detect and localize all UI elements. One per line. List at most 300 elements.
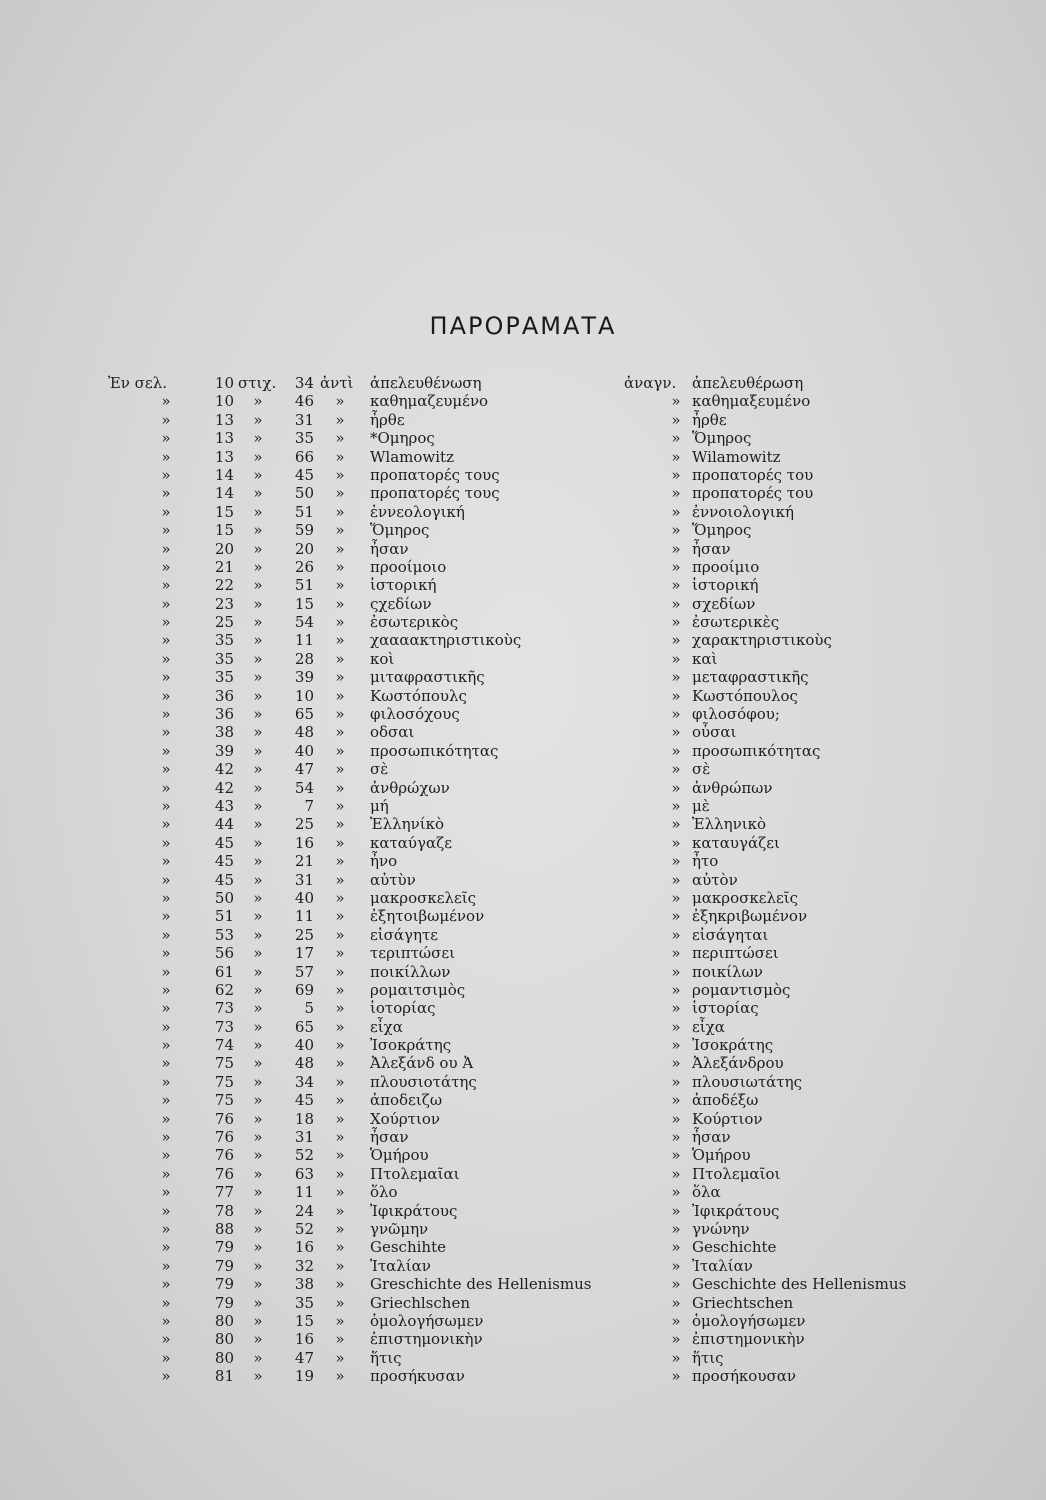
errata-row bbox=[0, 779, 1046, 797]
ditto-mark: » bbox=[253, 870, 263, 889]
ditto-mark: » bbox=[253, 1256, 263, 1275]
errata-row bbox=[0, 1183, 1046, 1201]
ditto-mark: » bbox=[253, 1128, 263, 1147]
ditto-mark: » bbox=[161, 613, 171, 632]
wrong-text: Griechlschen bbox=[370, 1293, 470, 1312]
wrong-text: γνῶμην bbox=[370, 1219, 429, 1238]
correct-text: Geschichte des Hellenismus bbox=[692, 1275, 907, 1294]
errata-list bbox=[0, 374, 1046, 1385]
correct-text: καθημαξευμένο bbox=[692, 392, 811, 411]
errata-row bbox=[0, 834, 1046, 852]
wrong-text: ἀνθρώχων bbox=[370, 778, 450, 797]
wrong-text: Ἑλληνίκὸ bbox=[370, 815, 445, 834]
page-number: 56 bbox=[214, 944, 234, 963]
errata-row bbox=[0, 981, 1046, 999]
correct-text: Ἰταλίαν bbox=[692, 1256, 753, 1275]
ditto-mark: » bbox=[253, 760, 263, 779]
ditto-mark: » bbox=[671, 1183, 681, 1202]
ditto-mark: » bbox=[335, 1091, 345, 1110]
correct-text: χαρακτηριστικοὺς bbox=[692, 631, 832, 650]
correct-text: αὐτὸν bbox=[692, 870, 738, 889]
page-number: 45 bbox=[214, 852, 234, 871]
ditto-mark: » bbox=[253, 1183, 263, 1202]
errata-row bbox=[0, 1165, 1046, 1183]
ditto-mark: » bbox=[335, 980, 345, 999]
wrong-text: ἐσωτερικὸς bbox=[370, 613, 459, 632]
wrong-text: προσήκυσαν bbox=[370, 1367, 465, 1386]
ditto-mark: » bbox=[671, 668, 681, 687]
ditto-mark: » bbox=[671, 1348, 681, 1367]
ditto-mark: » bbox=[161, 1164, 171, 1183]
label-en-sel: Ἐν σελ. bbox=[108, 374, 167, 392]
ditto-mark: » bbox=[161, 1091, 171, 1110]
ditto-mark: » bbox=[671, 944, 681, 963]
ditto-mark: » bbox=[161, 1293, 171, 1312]
ditto-mark: » bbox=[253, 392, 263, 411]
line-number: 11 bbox=[294, 631, 314, 650]
ditto-mark: » bbox=[253, 1275, 263, 1294]
correct-text: μὲ bbox=[692, 796, 710, 815]
line-number: 15 bbox=[294, 1311, 314, 1330]
errata-row bbox=[0, 1294, 1046, 1312]
page-number: 42 bbox=[214, 760, 234, 779]
ditto-mark: » bbox=[161, 410, 171, 429]
ditto-mark: » bbox=[671, 705, 681, 724]
correct-text: ἦτο bbox=[692, 852, 719, 871]
ditto-mark: » bbox=[161, 429, 171, 448]
errata-row bbox=[0, 742, 1046, 760]
ditto-mark: » bbox=[253, 1164, 263, 1183]
page-number: 10 bbox=[214, 374, 234, 392]
page-number: 73 bbox=[214, 999, 234, 1018]
correct-text: Ὅμηρος bbox=[692, 521, 752, 540]
correct-text: Ἰφικράτους bbox=[692, 1201, 780, 1220]
ditto-mark: » bbox=[253, 1072, 263, 1091]
label-stix: στιχ. bbox=[238, 374, 277, 392]
page-number: 44 bbox=[214, 815, 234, 834]
line-number: 24 bbox=[294, 1201, 314, 1220]
correct-text: ποικίλων bbox=[692, 962, 763, 981]
label-anagn: ἀναγν. bbox=[624, 374, 677, 392]
ditto-mark: » bbox=[671, 613, 681, 632]
ditto-mark: » bbox=[161, 1238, 171, 1257]
line-number: 19 bbox=[294, 1367, 314, 1386]
ditto-mark: » bbox=[253, 1036, 263, 1055]
errata-row bbox=[0, 1312, 1046, 1330]
errata-row bbox=[0, 484, 1046, 502]
page-number: 80 bbox=[214, 1330, 234, 1349]
ditto-mark: » bbox=[671, 962, 681, 981]
ditto-mark: » bbox=[161, 1054, 171, 1073]
line-number: 17 bbox=[294, 944, 314, 963]
ditto-mark: » bbox=[335, 631, 345, 650]
wrong-text: αὐτὺν bbox=[370, 870, 416, 889]
wrong-text: ἱοτορίας bbox=[370, 999, 436, 1018]
ditto-mark: » bbox=[335, 594, 345, 613]
ditto-mark: » bbox=[161, 484, 171, 503]
wrong-text: προοίμοιο bbox=[370, 557, 447, 576]
page-number: 88 bbox=[214, 1219, 234, 1238]
ditto-mark: » bbox=[253, 723, 263, 742]
line-number: 63 bbox=[294, 1164, 314, 1183]
ditto-mark: » bbox=[671, 1109, 681, 1128]
errata-row bbox=[0, 1367, 1046, 1385]
ditto-mark: » bbox=[161, 1109, 171, 1128]
ditto-mark: » bbox=[671, 410, 681, 429]
wrong-text: μιταφραστικῆς bbox=[370, 668, 485, 687]
wrong-text: Greschichte des Hellenismus bbox=[370, 1275, 592, 1294]
correct-text: ὅλα bbox=[692, 1183, 721, 1202]
ditto-mark: » bbox=[671, 1219, 681, 1238]
ditto-mark: » bbox=[161, 557, 171, 576]
ditto-mark: » bbox=[335, 815, 345, 834]
wrong-text: Wlamowitz bbox=[370, 447, 454, 466]
ditto-mark: » bbox=[335, 1109, 345, 1128]
ditto-mark: » bbox=[335, 1330, 345, 1349]
errata-row bbox=[0, 889, 1046, 907]
ditto-mark: » bbox=[253, 1054, 263, 1073]
line-number: 11 bbox=[294, 1183, 314, 1202]
ditto-mark: » bbox=[161, 1072, 171, 1091]
ditto-mark: » bbox=[671, 760, 681, 779]
wrong-text: φιλοσόχους bbox=[370, 705, 460, 724]
ditto-mark: » bbox=[253, 852, 263, 871]
line-number: 16 bbox=[294, 1330, 314, 1349]
page-number: 21 bbox=[214, 557, 234, 576]
correct-text: ἐννοιολογική bbox=[692, 502, 794, 521]
ditto-mark: » bbox=[253, 1109, 263, 1128]
ditto-mark: » bbox=[161, 833, 171, 852]
ditto-mark: » bbox=[253, 447, 263, 466]
errata-row bbox=[0, 1073, 1046, 1091]
ditto-mark: » bbox=[161, 1146, 171, 1165]
line-number: 69 bbox=[294, 980, 314, 999]
ditto-mark: » bbox=[671, 1201, 681, 1220]
correct-text: μακροσκελεῖς bbox=[692, 888, 799, 907]
ditto-mark: » bbox=[335, 852, 345, 871]
line-number: 18 bbox=[294, 1109, 314, 1128]
ditto-mark: » bbox=[161, 705, 171, 724]
errata-row bbox=[0, 687, 1046, 705]
errata-row bbox=[0, 1349, 1046, 1367]
line-number: 25 bbox=[294, 925, 314, 944]
ditto-mark: » bbox=[161, 1367, 171, 1386]
ditto-mark: » bbox=[335, 962, 345, 981]
line-number: 48 bbox=[294, 1054, 314, 1073]
ditto-mark: » bbox=[253, 796, 263, 815]
ditto-mark: » bbox=[161, 962, 171, 981]
correct-text: προπατορές του bbox=[692, 484, 814, 503]
wrong-text: ἐξητοιβωμένον bbox=[370, 907, 485, 926]
line-number: 10 bbox=[294, 686, 314, 705]
ditto-mark: » bbox=[335, 1036, 345, 1055]
line-number: 59 bbox=[294, 521, 314, 540]
ditto-mark: » bbox=[335, 392, 345, 411]
page-number: 76 bbox=[214, 1164, 234, 1183]
ditto-mark: » bbox=[671, 870, 681, 889]
page-number: 78 bbox=[214, 1201, 234, 1220]
ditto-mark: » bbox=[161, 502, 171, 521]
ditto-mark: » bbox=[161, 1348, 171, 1367]
page-number: 81 bbox=[214, 1367, 234, 1386]
ditto-mark: » bbox=[335, 796, 345, 815]
correct-text: γνώνην bbox=[692, 1219, 750, 1238]
ditto-mark: » bbox=[161, 925, 171, 944]
ditto-mark: » bbox=[671, 1128, 681, 1147]
ditto-mark: » bbox=[671, 1275, 681, 1294]
ditto-mark: » bbox=[253, 944, 263, 963]
ditto-mark: » bbox=[671, 1036, 681, 1055]
ditto-mark: » bbox=[161, 1256, 171, 1275]
wrong-text: καταύγαζε bbox=[370, 833, 453, 852]
ditto-mark: » bbox=[161, 907, 171, 926]
line-number: 16 bbox=[294, 1238, 314, 1257]
line-number: 46 bbox=[294, 392, 314, 411]
line-number: 65 bbox=[294, 705, 314, 724]
ditto-mark: » bbox=[253, 1201, 263, 1220]
page-number: 23 bbox=[214, 594, 234, 613]
ditto-mark: » bbox=[335, 1128, 345, 1147]
line-number: 52 bbox=[294, 1146, 314, 1165]
ditto-mark: » bbox=[335, 870, 345, 889]
label-anti: ἀντὶ bbox=[320, 374, 354, 392]
ditto-mark: » bbox=[671, 888, 681, 907]
line-number: 57 bbox=[294, 962, 314, 981]
ditto-mark: » bbox=[253, 668, 263, 687]
ditto-mark: » bbox=[161, 1330, 171, 1349]
line-number: 45 bbox=[294, 1091, 314, 1110]
ditto-mark: » bbox=[253, 594, 263, 613]
ditto-mark: » bbox=[253, 521, 263, 540]
page-number: 13 bbox=[214, 429, 234, 448]
ditto-mark: » bbox=[161, 980, 171, 999]
errata-row bbox=[0, 1238, 1046, 1256]
ditto-mark: » bbox=[335, 668, 345, 687]
ditto-mark: » bbox=[161, 741, 171, 760]
correct-text: σχεδίων bbox=[692, 594, 756, 613]
ditto-mark: » bbox=[671, 447, 681, 466]
errata-row bbox=[0, 852, 1046, 870]
wrong-text: μακροσκελεῖς bbox=[370, 888, 477, 907]
wrong-text: εἰσάγητε bbox=[370, 925, 439, 944]
ditto-mark: » bbox=[161, 1183, 171, 1202]
ditto-mark: » bbox=[253, 1219, 263, 1238]
wrong-text: Ἀλεξάνδ ου Ἀ bbox=[370, 1054, 474, 1073]
page-number: 42 bbox=[214, 778, 234, 797]
line-number: 54 bbox=[294, 613, 314, 632]
ditto-mark: » bbox=[161, 888, 171, 907]
ditto-mark: » bbox=[335, 576, 345, 595]
ditto-mark: » bbox=[671, 815, 681, 834]
line-number: 25 bbox=[294, 815, 314, 834]
page-number: 13 bbox=[214, 410, 234, 429]
ditto-mark: » bbox=[671, 686, 681, 705]
line-number: 52 bbox=[294, 1219, 314, 1238]
ditto-mark: » bbox=[671, 796, 681, 815]
ditto-mark: » bbox=[253, 1238, 263, 1257]
wrong-text: ποικίλλων bbox=[370, 962, 451, 981]
ditto-mark: » bbox=[161, 1017, 171, 1036]
errata-row bbox=[0, 963, 1046, 981]
ditto-mark: » bbox=[253, 1017, 263, 1036]
ditto-mark: » bbox=[335, 484, 345, 503]
correct-text: Wilamowitz bbox=[692, 447, 781, 466]
line-number: 7 bbox=[304, 796, 314, 815]
page-number: 79 bbox=[214, 1256, 234, 1275]
wrong-text: Ἰσοκράτης bbox=[370, 1036, 452, 1055]
errata-row bbox=[0, 466, 1046, 484]
ditto-mark: » bbox=[253, 833, 263, 852]
ditto-mark: » bbox=[335, 1311, 345, 1330]
ditto-mark: » bbox=[253, 778, 263, 797]
errata-row bbox=[0, 1257, 1046, 1275]
ditto-mark: » bbox=[161, 576, 171, 595]
correct-text: σὲ bbox=[692, 760, 711, 779]
line-number: 21 bbox=[294, 852, 314, 871]
line-number: 20 bbox=[294, 539, 314, 558]
ditto-mark: » bbox=[671, 723, 681, 742]
ditto-mark: » bbox=[161, 668, 171, 687]
wrong-text: καθημαζευμένο bbox=[370, 392, 489, 411]
ditto-mark: » bbox=[671, 833, 681, 852]
page-number: 76 bbox=[214, 1109, 234, 1128]
wrong-text: κοὶ bbox=[370, 649, 395, 668]
ditto-mark: » bbox=[253, 888, 263, 907]
errata-row bbox=[0, 576, 1046, 594]
line-number: 28 bbox=[294, 649, 314, 668]
correct-text: φιλοσόφου; bbox=[692, 705, 780, 724]
wrong-text: ἀποδειζω bbox=[370, 1091, 443, 1110]
wrong-text: ςχεδίων bbox=[370, 594, 432, 613]
errata-row bbox=[0, 503, 1046, 521]
correct-text: καὶ bbox=[692, 649, 718, 668]
page-number: 36 bbox=[214, 686, 234, 705]
line-number: 38 bbox=[294, 1275, 314, 1294]
wrong-text: μή bbox=[370, 796, 389, 815]
ditto-mark: » bbox=[335, 833, 345, 852]
ditto-mark: » bbox=[335, 465, 345, 484]
ditto-mark: » bbox=[671, 576, 681, 595]
ditto-mark: » bbox=[671, 1146, 681, 1165]
ditto-mark: » bbox=[671, 1238, 681, 1257]
ditto-mark: » bbox=[671, 1311, 681, 1330]
correct-text: καταυγάζει bbox=[692, 833, 780, 852]
page-number: 38 bbox=[214, 723, 234, 742]
correct-text: Ἀλεξάνδρου bbox=[692, 1054, 784, 1073]
page-number: 25 bbox=[214, 613, 234, 632]
ditto-mark: » bbox=[253, 1367, 263, 1386]
ditto-mark: » bbox=[253, 999, 263, 1018]
ditto-mark: » bbox=[335, 778, 345, 797]
ditto-mark: » bbox=[335, 447, 345, 466]
page-number: 20 bbox=[214, 539, 234, 558]
errata-row bbox=[0, 668, 1046, 686]
correct-text: περιπτώσει bbox=[692, 944, 779, 963]
wrong-text: ἦσαν bbox=[370, 1128, 409, 1147]
errata-row bbox=[0, 1110, 1046, 1128]
ditto-mark: » bbox=[335, 723, 345, 742]
line-number: 47 bbox=[294, 760, 314, 779]
ditto-mark: » bbox=[671, 925, 681, 944]
ditto-mark: » bbox=[335, 410, 345, 429]
ditto-mark: » bbox=[671, 741, 681, 760]
wrong-text: τεριπτώσει bbox=[370, 944, 456, 963]
errata-row bbox=[0, 1054, 1046, 1072]
errata-row bbox=[0, 650, 1046, 668]
ditto-mark: » bbox=[161, 465, 171, 484]
page-title: ΠΑΡΟΡΑΜΑΤΑ bbox=[429, 312, 617, 340]
errata-row bbox=[0, 999, 1046, 1017]
page-number: 74 bbox=[214, 1036, 234, 1055]
line-number: 16 bbox=[294, 833, 314, 852]
ditto-mark: » bbox=[253, 815, 263, 834]
correct-text: ἐσωτερικὲς bbox=[692, 613, 780, 632]
ditto-mark: » bbox=[335, 1146, 345, 1165]
line-number: 34 bbox=[294, 1072, 314, 1091]
errata-row bbox=[0, 613, 1046, 631]
line-number: 48 bbox=[294, 723, 314, 742]
ditto-mark: » bbox=[671, 465, 681, 484]
ditto-mark: » bbox=[253, 1293, 263, 1312]
ditto-mark: » bbox=[161, 778, 171, 797]
line-number: 5 bbox=[304, 999, 314, 1018]
errata-row bbox=[0, 595, 1046, 613]
ditto-mark: » bbox=[335, 705, 345, 724]
ditto-mark: » bbox=[671, 484, 681, 503]
wrong-text: *Ομηρος bbox=[370, 429, 435, 448]
ditto-mark: » bbox=[161, 1201, 171, 1220]
ditto-mark: » bbox=[161, 392, 171, 411]
ditto-mark: » bbox=[253, 980, 263, 999]
ditto-mark: » bbox=[161, 870, 171, 889]
errata-row bbox=[0, 374, 1046, 392]
wrong-text: Ἰταλίαν bbox=[370, 1256, 431, 1275]
ditto-mark: » bbox=[161, 594, 171, 613]
page-number: 10 bbox=[214, 392, 234, 411]
ditto-mark: » bbox=[671, 778, 681, 797]
errata-row bbox=[0, 521, 1046, 539]
ditto-mark: » bbox=[161, 1128, 171, 1147]
ditto-mark: » bbox=[671, 539, 681, 558]
correct-text: προπατορές του bbox=[692, 465, 814, 484]
ditto-mark: » bbox=[335, 521, 345, 540]
page-number: 75 bbox=[214, 1072, 234, 1091]
ditto-mark: » bbox=[671, 980, 681, 999]
correct-text: Geschichte bbox=[692, 1238, 777, 1257]
ditto-mark: » bbox=[671, 1367, 681, 1386]
ditto-mark: » bbox=[253, 705, 263, 724]
errata-row bbox=[0, 1220, 1046, 1238]
line-number: 66 bbox=[294, 447, 314, 466]
ditto-mark: » bbox=[253, 1330, 263, 1349]
ditto-mark: » bbox=[253, 557, 263, 576]
ditto-mark: » bbox=[671, 557, 681, 576]
page-number: 22 bbox=[214, 576, 234, 595]
ditto-mark: » bbox=[671, 1054, 681, 1073]
page-number: 79 bbox=[214, 1293, 234, 1312]
correct-text: Ὅμηρος bbox=[692, 429, 752, 448]
ditto-mark: » bbox=[335, 613, 345, 632]
line-number: 32 bbox=[294, 1256, 314, 1275]
line-number: 35 bbox=[294, 429, 314, 448]
ditto-mark: » bbox=[253, 907, 263, 926]
wrong-text: ὁμολογήσωμεν bbox=[370, 1311, 484, 1330]
wrong-text: ἱστορική bbox=[370, 576, 437, 595]
ditto-mark: » bbox=[335, 429, 345, 448]
line-number: 15 bbox=[294, 594, 314, 613]
ditto-mark: » bbox=[335, 1183, 345, 1202]
page-number: 50 bbox=[214, 888, 234, 907]
